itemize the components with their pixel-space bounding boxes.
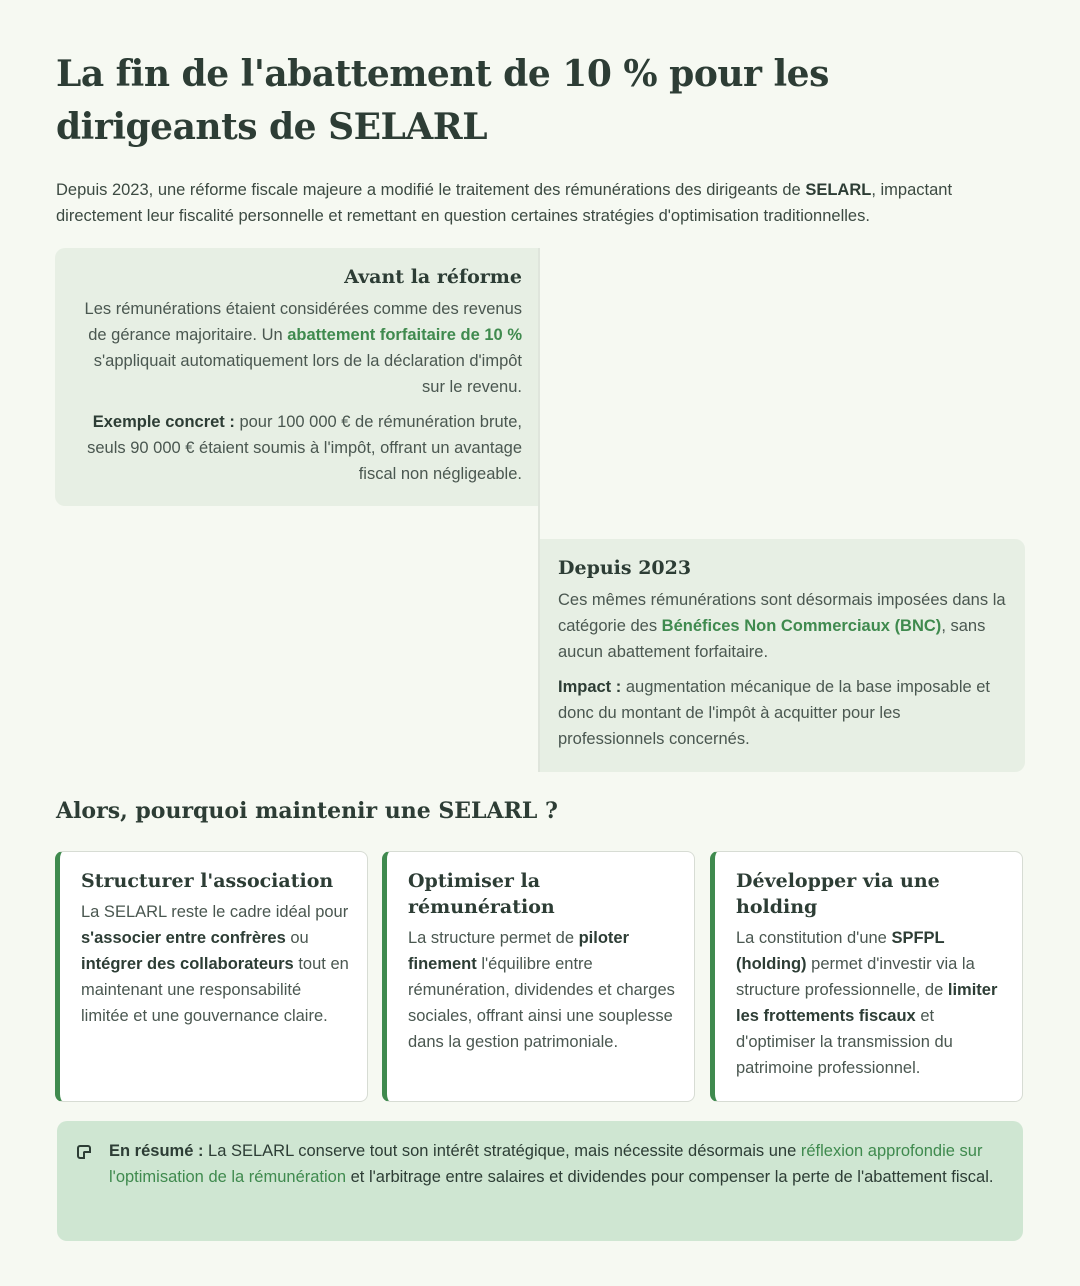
summary-label: En résumé : (109, 1142, 204, 1160)
card-text-part: La constitution d'une (736, 929, 892, 947)
after-reform-paragraph (558, 587, 1007, 665)
card-bold-part: limiter les frottements fiscaux (736, 981, 998, 1025)
card-text-part: tout en maintenant une responsabilité limitée et une gouvernance claire. (81, 955, 349, 1025)
summary-text (109, 1138, 999, 1190)
after-highlight: Bénéfices Non Commerciaux (BNC) (661, 617, 942, 635)
card-text (408, 925, 676, 1055)
before-reform-paragraph (71, 296, 522, 400)
before-example-label: Exemple concret : (92, 413, 235, 431)
card-developper (710, 851, 1023, 1102)
card-bold-part: s'associer entre confrères (81, 929, 286, 947)
after-reform-box (540, 539, 1025, 772)
after-text-2: , sans aucun abattement forfaitaire. (558, 617, 986, 661)
before-example-text: pour 100 000 € de rémunération brute, seuls 90 000 € étaient soumis à l'impôt, offrant un avantage fiscal non négligeable. (87, 413, 522, 483)
before-text-1: Les rémunérations étaient considérées comme des revenus de gérance majoritaire. Un (84, 300, 522, 344)
card-text-part: La structure permet de (408, 929, 579, 947)
card-text-part: l'équilibre entre rémunération, dividendes et charges sociales, offrant ainsi une souplesse dans la gestion patrimoniale. (408, 955, 675, 1051)
card-bold-part: piloter finement (408, 929, 630, 973)
after-text-1: Ces mêmes rémunérations sont désormais imposées dans la catégorie des (558, 591, 1006, 635)
card-title: Développer via une holding (736, 870, 940, 918)
after-impact-text: augmentation mécanique de la base imposable et donc du montant de l'impôt à acquitter pour les professionnels concernés. (558, 678, 991, 748)
before-reform-title: Avant la réforme (344, 266, 522, 288)
intro-bold-selarl: SELARL (805, 181, 872, 199)
card-text-part: permet d'investir via la structure professionnelle, de (736, 955, 975, 999)
before-highlight: abattement forfaitaire de 10 % (287, 326, 522, 344)
intro-text-1: Depuis 2023, une réforme fiscale majeure a modifié le traitement des rémunérations des dirigeants de (56, 181, 806, 199)
card-text-part: ou (285, 929, 309, 947)
card-text (81, 899, 349, 1029)
card-structurer (55, 851, 368, 1102)
card-text-part: La SELARL reste le cadre idéal pour (81, 903, 349, 921)
page-title: La fin de l'abattement de 10 % pour les dirigeants de SELARL (56, 53, 829, 148)
summary-highlight: réflexion approfondie sur l'optimisation de la rémunération (109, 1142, 983, 1186)
before-reform-box (55, 248, 538, 506)
section-title: Alors, pourquoi maintenir une SELARL ? (56, 798, 558, 824)
card-text-part: et d'optimiser la transmission du patrimoine professionnel. (736, 1007, 953, 1077)
summary-box (57, 1121, 1023, 1241)
card-optimiser (382, 851, 695, 1102)
card-bold-part: SPFPL (holding) (736, 929, 945, 973)
before-text-2: s'appliquait automatiquement lors de la déclaration d'impôt sur le revenu. (93, 352, 522, 396)
intro-paragraph (56, 177, 1026, 229)
card-title: Structurer l'association (81, 870, 334, 892)
note-icon (77, 1145, 91, 1159)
after-impact-label: Impact : (558, 678, 622, 696)
card-title: Optimiser la rémunération (408, 870, 555, 918)
intro-text-2: , impactant directement leur fiscalité personnelle et remettant en question certaines stratégies d'optimisation traditionnelles. (56, 181, 953, 225)
card-text (736, 925, 1004, 1081)
after-impact-paragraph (558, 674, 1007, 752)
summary-text-1: La SELARL conserve tout son intérêt stratégique, mais nécessite désormais une (203, 1142, 801, 1160)
before-example-paragraph (71, 409, 522, 487)
card-bold-part: intégrer des collaborateurs (81, 955, 294, 973)
after-reform-title: Depuis 2023 (558, 557, 692, 579)
summary-text-2: et l'arbitrage entre salaires et dividendes pour compenser la perte de l'abattement fiscal. (346, 1168, 994, 1186)
